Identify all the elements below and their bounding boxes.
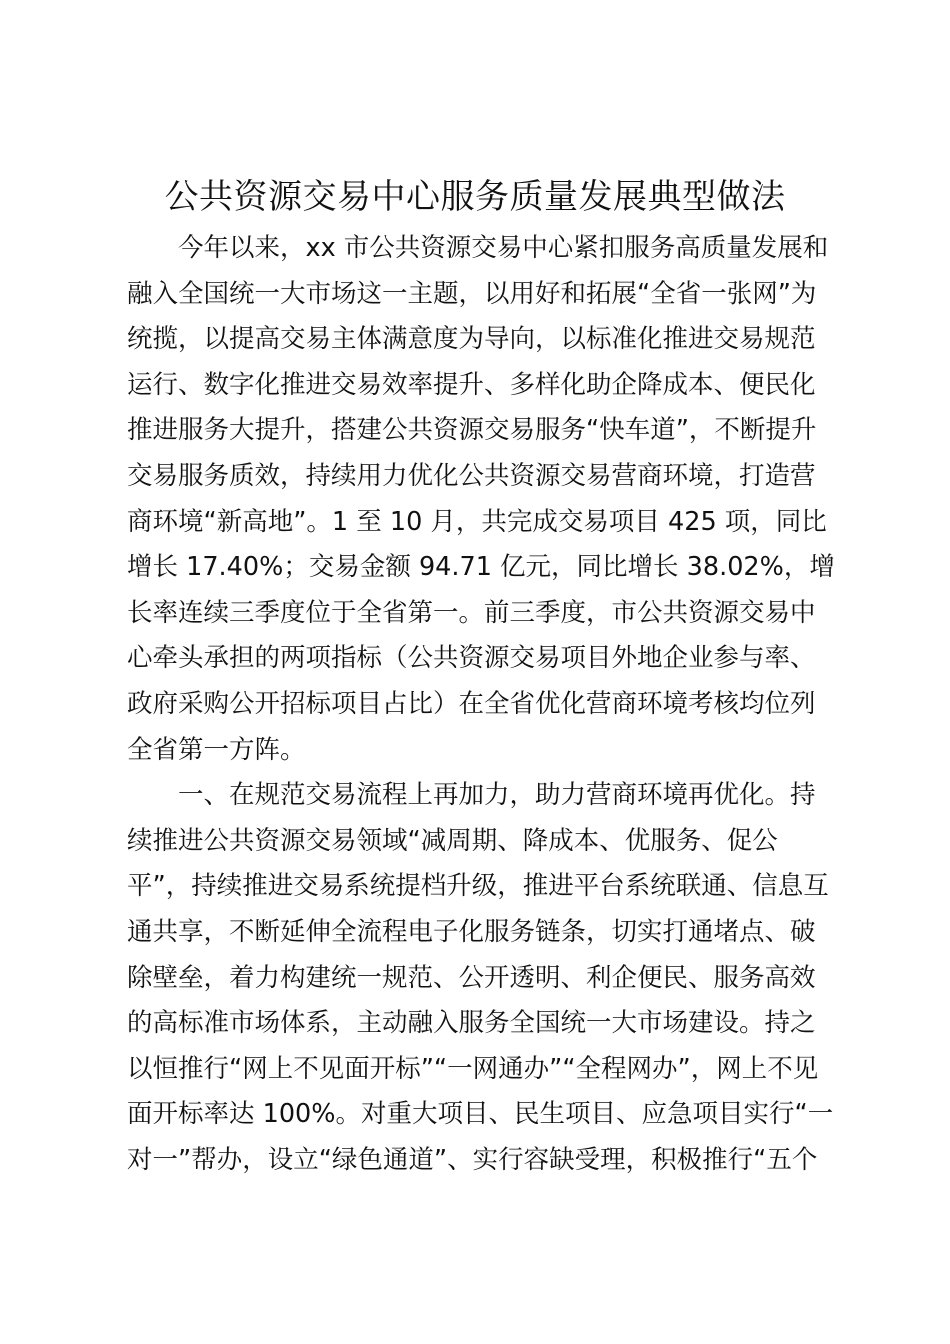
paragraph-line: 融入全国统一大市场这一主题，以用好和拓展“全省一张网”为: [127, 278, 817, 309]
paragraph-line: 长率连续三季度位于全省第一。前三季度，市公共资源交易中: [127, 597, 816, 628]
paragraph-line: 以恒推行“网上不见面开标”“一网通办”“全程网办”，网上不见: [127, 1053, 819, 1084]
paragraph-line: 除壁垒，着力构建统一规范、公开透明、利企便民、服务高效: [127, 962, 816, 993]
paragraph-line: 推进服务大提升，搭建公共资源交易服务“快车道”，不断提升: [127, 415, 817, 446]
paragraph-line: 心牵头承担的两项指标（公共资源交易项目外地企业参与率、: [127, 643, 816, 674]
paragraph-line: 交易服务质效，持续用力优化公共资源交易营商环境，打造营: [127, 460, 816, 491]
paragraph-line: 增长 17.40%；交易金额 94.71 亿元，同比增长 38.02%，增: [127, 552, 835, 583]
paragraph-line: 的高标准市场体系，主动融入服务全国统一大市场建设。持之: [127, 1008, 816, 1039]
document-body: [127, 226, 835, 1183]
paragraph-line: 商环境“新高地”。1 至 10 月，共完成交易项目 425 项，同比: [127, 506, 827, 537]
paragraph-line: 一、在规范交易流程上再加力，助力营商环境再优化。持: [178, 780, 816, 811]
paragraph-line: 运行、数字化推进交易效率提升、多样化助企降成本、便民化: [127, 369, 816, 400]
paragraph-line: 通共享，不断延伸全流程电子化服务链条，切实打通堵点、破: [127, 916, 816, 947]
paragraph-line: 全省第一方阵。: [127, 734, 306, 765]
paragraph-line: 今年以来，xx 市公共资源交易中心紧扣服务高质量发展和: [178, 233, 829, 263]
paragraph-line: 面开标率达 100%。对重大项目、民生项目、应急项目实行“一: [127, 1099, 834, 1130]
paragraph-line: 对一”帮办，设立“绿色通道”、实行容缺受理，积极推行“五个: [127, 1144, 818, 1175]
paragraph-line: 政府采购公开招标项目占比）在全省优化营商环境考核均位列: [127, 688, 816, 719]
paragraph-line: 统揽，以提高交易主体满意度为导向，以标准化推进交易规范: [127, 324, 816, 355]
document-title: 公共资源交易中心服务质量发展典型做法: [164, 177, 786, 217]
paragraph-line: 平”，持续推进交易系统提档升级，推进平台系统联通、信息互: [127, 871, 829, 902]
paragraph-line: 续推进公共资源交易领域“减周期、降成本、优服务、促公: [127, 825, 778, 856]
